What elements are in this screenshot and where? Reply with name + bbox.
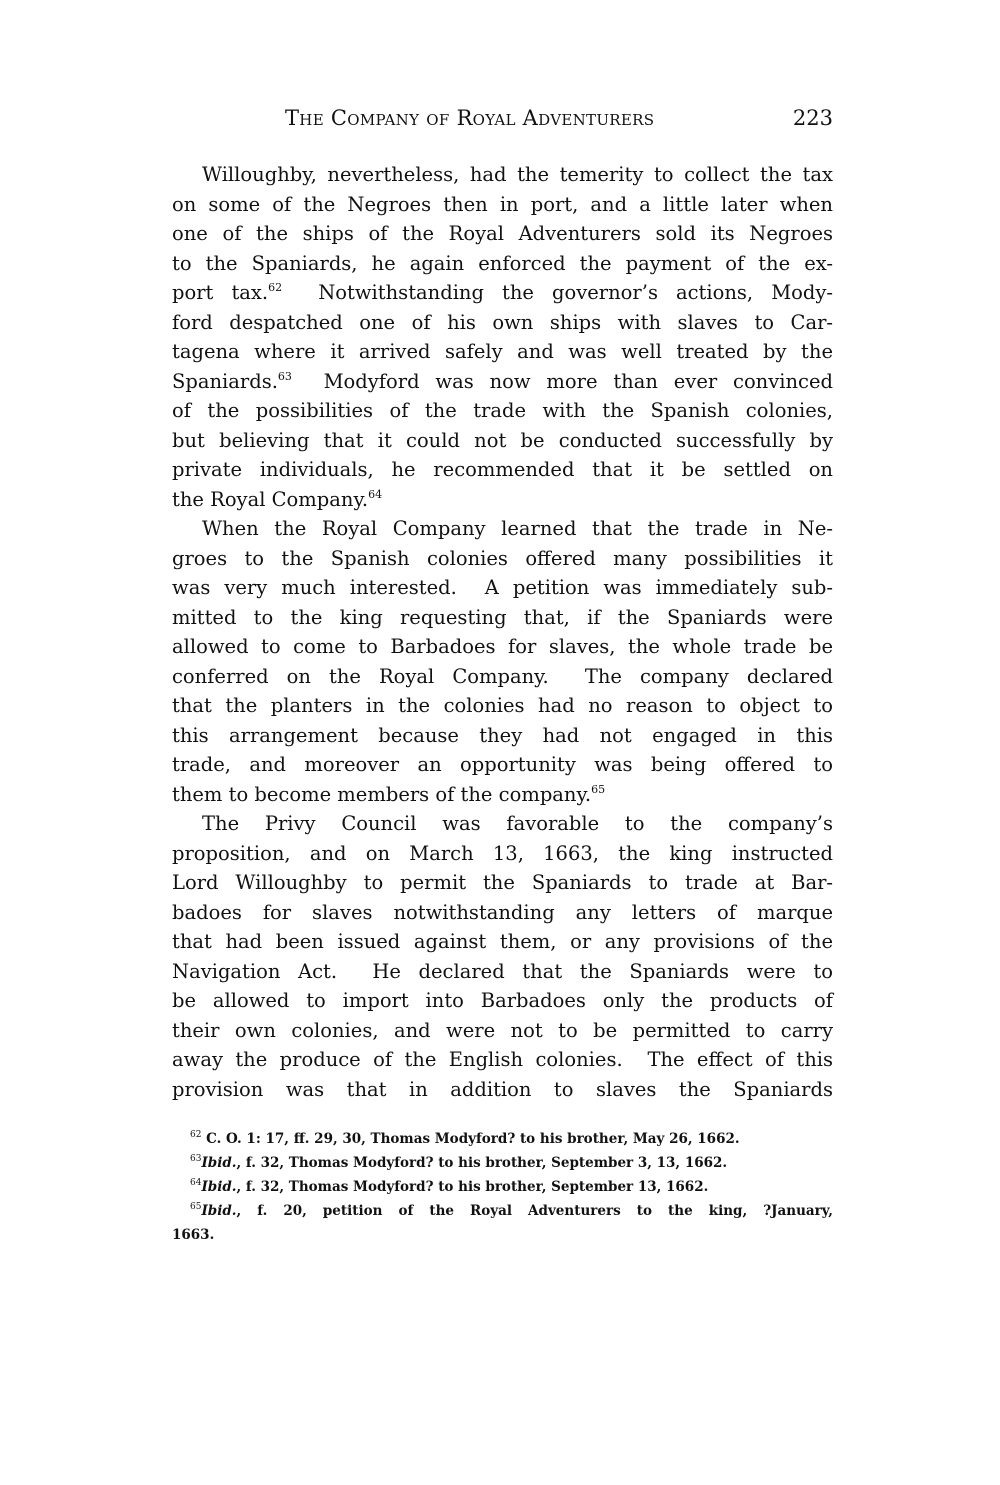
text-line xyxy=(172,839,833,869)
text-run: tagena where it arrived safely and was well treated by the xyxy=(172,340,833,363)
text-run: badoes for slaves notwithstanding any letters of marque xyxy=(172,900,833,924)
text-line xyxy=(172,868,833,898)
text-line xyxy=(172,603,833,633)
text-run: to the Spaniards, he again enforced the payment of the ex- xyxy=(172,251,833,275)
body-text xyxy=(172,160,833,1104)
text-run: them to become members of the company. xyxy=(172,782,592,806)
text-run: trade, and moreover an opportunity was being offered to xyxy=(172,753,833,776)
running-header xyxy=(172,106,833,136)
footnote-line xyxy=(172,1127,833,1151)
text-line xyxy=(172,957,833,987)
footnote xyxy=(172,1127,833,1151)
footnote xyxy=(172,1151,833,1175)
text-run: port tax. xyxy=(172,281,269,304)
text-run: C. O. 1: 17, ff. 29, 30, Thomas Modyford? to his brother, May 26, 1662. xyxy=(201,1131,740,1147)
running-header-title: The Company of Royal Adventurers xyxy=(285,106,655,130)
footnote xyxy=(172,1175,833,1199)
page-number: 223 xyxy=(792,106,833,130)
italic-text: Ibid. xyxy=(201,1155,237,1171)
text-run: The Privy Council was favorable to the company’s xyxy=(202,812,833,835)
footnote-ref: 62 xyxy=(268,281,283,294)
text-run: Willoughby, nevertheless, had the temerity to collect the tax xyxy=(202,163,833,186)
text-line xyxy=(172,986,833,1016)
text-run: Modyford was now more than ever convinced xyxy=(291,369,833,393)
footnote-line xyxy=(172,1175,833,1199)
text-line xyxy=(172,396,833,426)
text-run: Spaniards. xyxy=(172,369,278,393)
paragraph xyxy=(172,160,833,514)
text-run: away the produce of the English colonies. The effect of this xyxy=(172,1048,833,1071)
text-line xyxy=(172,662,833,692)
text-run: ford despatched one of his own ships with slaves to Car- xyxy=(172,310,833,334)
text-line xyxy=(172,544,833,574)
text-line xyxy=(172,249,833,279)
text-run: Notwithstanding the governor’s actions, Mody- xyxy=(282,281,833,304)
footnote-line xyxy=(172,1223,833,1247)
text-line xyxy=(172,780,833,810)
footnote-line xyxy=(172,1151,833,1175)
text-line xyxy=(172,426,833,456)
footnote-ref: 65 xyxy=(591,782,606,796)
text-line xyxy=(172,750,833,780)
text-run: , f. 32, Thomas Modyford? to his brother, September 13, 1662. xyxy=(236,1179,709,1195)
footnotes xyxy=(172,1127,833,1247)
italic-text: Ibid. xyxy=(201,1179,237,1195)
footnote-ref: 63 xyxy=(190,1154,202,1164)
text-run: Lord Willoughby to permit the Spaniards to trade at Bar- xyxy=(172,871,833,894)
paragraph xyxy=(172,809,833,1104)
text-run: on some of the Negroes then in port, and a little later when xyxy=(172,192,833,216)
footnote-ref: 62 xyxy=(190,1130,202,1140)
text-line xyxy=(172,485,833,515)
text-run: allowed to come to Barbadoes for slaves, the whole trade be xyxy=(172,635,833,658)
text-run: of the possibilities of the trade with the Spanish colonies, xyxy=(172,399,833,422)
text-line xyxy=(172,927,833,957)
text-line xyxy=(172,898,833,928)
text-run: 1663. xyxy=(172,1227,215,1243)
italic-text: Ibid. xyxy=(201,1203,237,1219)
footnote-ref: 65 xyxy=(190,1202,202,1212)
text-line xyxy=(172,1075,833,1105)
text-run: one of the ships of the Royal Adventurers sold its Negroes xyxy=(172,222,833,245)
text-run: proposition, and on March 13, 1663, the king instructed xyxy=(172,841,833,865)
text-run: be allowed to import into Barbadoes only the products of xyxy=(172,989,833,1012)
text-line xyxy=(172,160,833,190)
text-line xyxy=(172,367,833,397)
text-line xyxy=(172,573,833,603)
footnote-ref: 63 xyxy=(277,369,292,383)
text-run: conferred on the Royal Company. The company declared xyxy=(172,664,833,688)
footnote-ref: 64 xyxy=(368,487,383,501)
text-run: Navigation Act. He declared that the Spaniards were to xyxy=(172,959,833,983)
text-line xyxy=(172,337,833,367)
text-run: , f. 32, Thomas Modyford? to his brother, September 3, 13, 1662. xyxy=(236,1155,728,1171)
text-line xyxy=(172,514,833,544)
text-run: mitted to the king requesting that, if the Spaniards were xyxy=(172,605,833,629)
text-line xyxy=(172,1045,833,1075)
text-line xyxy=(172,632,833,662)
text-run: but believing that it could not be conducted successfully by xyxy=(172,428,833,452)
paragraph xyxy=(172,514,833,809)
text-run: private individuals, he recommended that it be settled on xyxy=(172,458,833,481)
text-run: , f. 20, petition of the Royal Adventurers to the king, ?January, xyxy=(236,1203,833,1219)
footnote-ref: 64 xyxy=(190,1178,202,1188)
text-run: that the planters in the colonies had no reason to object to xyxy=(172,694,833,717)
footnote-line xyxy=(172,1199,833,1223)
text-run: this arrangement because they had not engaged in this xyxy=(172,723,833,747)
text-line xyxy=(172,455,833,485)
text-line xyxy=(172,278,833,308)
text-run: groes to the Spanish colonies offered many possibilities it xyxy=(172,546,833,570)
text-run: provision was that in addition to slaves the Spaniards xyxy=(172,1077,833,1101)
text-line xyxy=(172,219,833,249)
text-run: the Royal Company. xyxy=(172,487,369,511)
text-run: was very much interested. A petition was immediately sub- xyxy=(172,576,833,599)
text-run: their own colonies, and were not to be permitted to carry xyxy=(172,1018,833,1042)
text-run: that had been issued against them, or any provisions of the xyxy=(172,930,833,953)
text-line xyxy=(172,1016,833,1046)
text-run: When the Royal Company learned that the trade in Ne- xyxy=(202,517,833,540)
text-line xyxy=(172,809,833,839)
text-line xyxy=(172,691,833,721)
text-line xyxy=(172,190,833,220)
text-line xyxy=(172,721,833,751)
footnote xyxy=(172,1199,833,1247)
text-line xyxy=(172,308,833,338)
